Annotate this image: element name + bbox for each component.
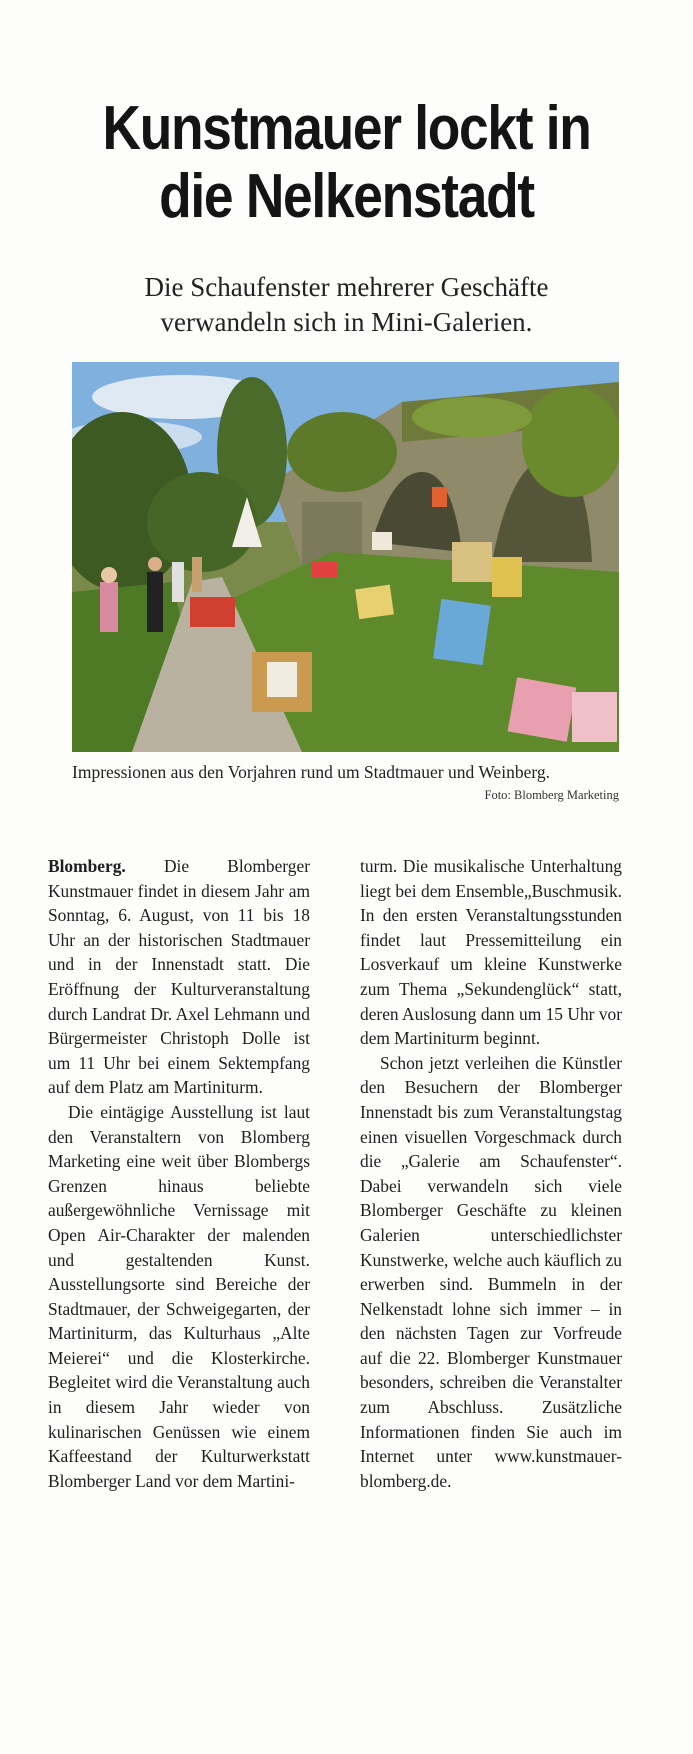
- subhead-line-1: Die Schaufenster mehrerer Geschäfte: [144, 272, 549, 302]
- subheadline: [40, 270, 653, 340]
- paragraph: [48, 854, 310, 1100]
- paragraph: Die eintägige Ausstellung ist laut den Veranstaltern von Blomberg Marketing eine weit über Blombergs Grenzen hinaus beliebte außergewöhnliche Vernissage mit Open Air-Charakter der malenden und gestaltenden Kunst. Ausstellungsorte sind Bereiche der Stadtmauer, der Schweigegarten, der Martiniturm, das Kulturhaus „Alte Meierei“ und die Klosterkirche. Begleitet wird die Veranstaltung auch in diesem Jahr wieder von kulinarischen Genüssen wie einem Kaffeestand der Kulturwerkstatt Blomberger Land vor dem Martini-: [48, 1101, 310, 1491]
- photo-credit: Foto: Blomberg Marketing: [484, 788, 619, 802]
- article-column-2: [360, 854, 622, 1493]
- photo-caption: Impressionen aus den Vorjahren rund um Stadtmauer und Weinberg.: [72, 762, 550, 782]
- paragraph: turm. Die musikalische Unterhaltung liegt bei dem Ensemble„Buschmusik. In den ersten Veranstaltungsstunden findet laut Pressemitteilung ein Losverkauf um kleine Kunstwerke zum Thema „Sekundenglück“ statt, deren Auslosung dann um 15 Uhr vor dem Martiniturm beginnt.: [360, 856, 622, 1049]
- headline: Kunstmauer lockt in die Nelkenstadt: [102, 94, 591, 231]
- dateline: Blomberg.: [48, 856, 126, 876]
- paragraph: Schon jetzt verleihen die Künstler den Besuchern der Blomberger Innenstadt bis zum Veranstaltungstag einen visuellen Vorgeschmack durch die „Galerie am Schaufenster“. Dabei verwandeln sich viele Blomberger Geschäfte zu kleinen Galerien unterschiedlichster Kunstwerke, welche auch käuflich zu erwerben sind. Bummeln in der Nelkenstadt lohne sich immer – in den nächsten Tagen zur Vorfreude auf die 22. Blomberger Kunstmauer besonders, schreiben die Veranstalter zum Abschluss. Zusätzliche Informationen finden Sie auch im Internet unter www.kunstmauer-blomberg.de.: [360, 1052, 622, 1491]
- article-column-1: [48, 854, 310, 1493]
- paragraph-text: Die Blomberger Kunstmauer findet in diesem Jahr am Sonntag, 6. August, von 11 bis 18 Uhr an der historischen Stadtmauer und in der Innenstadt statt. Die Eröffnung der Kulturveranstaltung durch Landrat Dr. Axel Lehmann und Bürgermeister Christoph Dolle ist um 11 Uhr bei einem Sektempfang auf dem Platz am Martiniturm.: [48, 856, 310, 1098]
- subhead-line-2: verwandeln sich in Mini-Galerien.: [160, 307, 533, 337]
- article-photo: [72, 362, 619, 752]
